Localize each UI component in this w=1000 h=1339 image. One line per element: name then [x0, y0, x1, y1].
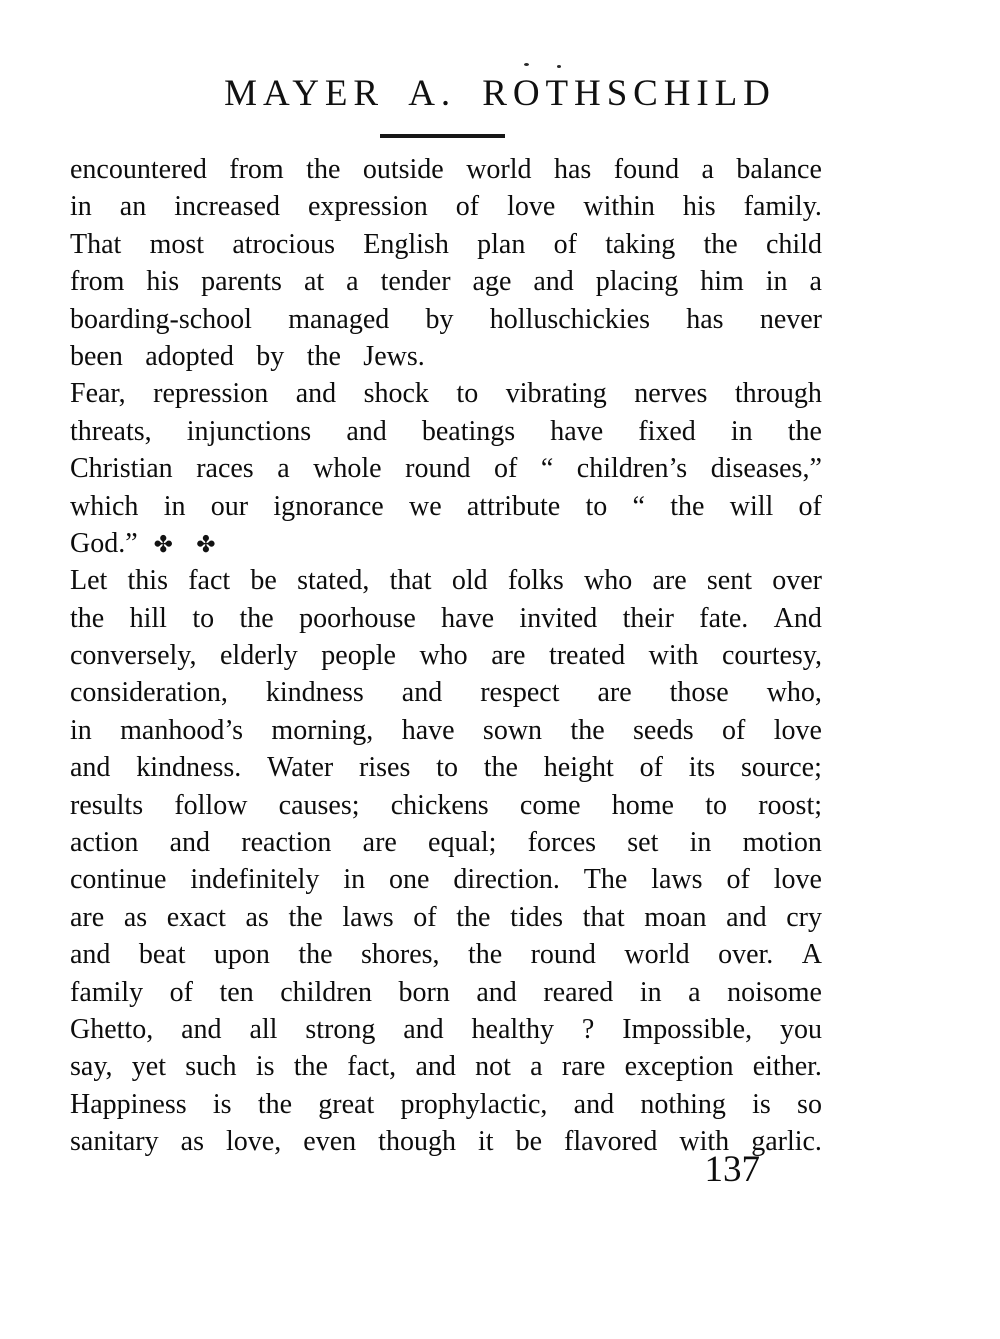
word: reaction — [241, 827, 332, 859]
word: atrocious — [232, 228, 335, 260]
word: are — [362, 827, 397, 859]
word: beat — [138, 939, 186, 971]
word: in — [343, 864, 366, 896]
text-line — [70, 712, 822, 749]
word: poorhouse — [299, 602, 416, 634]
word: the — [703, 228, 738, 260]
word: his — [146, 266, 180, 298]
word: that — [582, 901, 625, 933]
word: come — [519, 789, 581, 821]
text-run: been adopted by the Jews. — [70, 340, 425, 372]
word: manhood’s — [120, 714, 244, 746]
word: nerves — [634, 378, 708, 410]
word: of — [798, 490, 822, 522]
word: expression — [307, 191, 428, 223]
word: the — [306, 154, 341, 185]
word: ? — [581, 1013, 595, 1045]
word: roost; — [758, 789, 822, 821]
word: so — [797, 1088, 822, 1120]
word: the — [670, 490, 705, 522]
word: its — [688, 752, 716, 784]
scan-speck — [524, 63, 529, 66]
word: treated — [548, 640, 626, 672]
word: the — [456, 901, 491, 933]
word: shores, — [360, 939, 440, 971]
word: those — [669, 677, 729, 709]
word: indefinitely — [190, 864, 320, 896]
word: cry — [786, 901, 822, 933]
text-line — [70, 188, 822, 225]
word: as — [245, 901, 269, 933]
word: though — [378, 1126, 456, 1158]
word: have — [441, 602, 495, 634]
text-line — [70, 1048, 822, 1085]
word: to — [585, 490, 608, 522]
word: noisome — [727, 976, 822, 1008]
word: home — [611, 789, 674, 821]
word: the — [298, 939, 333, 971]
word: such — [185, 1051, 237, 1083]
word: in — [163, 490, 186, 522]
word: and — [346, 415, 387, 447]
word: motion — [742, 827, 822, 859]
word: round — [530, 939, 596, 971]
word: morning, — [271, 714, 374, 746]
word: placing — [595, 266, 679, 298]
word: world — [624, 939, 690, 971]
word: Fear, — [70, 378, 126, 410]
word: great — [318, 1088, 375, 1120]
word: the — [570, 714, 605, 746]
word: his — [682, 191, 716, 223]
word: the — [257, 1088, 293, 1120]
word: is — [752, 1088, 771, 1120]
word: direction. — [453, 864, 560, 896]
word: fate. — [699, 602, 749, 634]
word: invited — [519, 602, 598, 634]
word: over. — [718, 939, 774, 971]
text-line — [70, 600, 822, 637]
word: injunctions — [186, 415, 312, 447]
scan-speck — [557, 65, 561, 68]
word: over — [772, 565, 822, 597]
word: in — [639, 976, 662, 1008]
word: vibrating — [505, 378, 607, 410]
word: And — [773, 602, 822, 634]
word: love — [773, 864, 822, 896]
word: our — [210, 490, 249, 522]
text-line — [70, 824, 822, 861]
word: children — [280, 976, 372, 1008]
word: causes; — [278, 789, 360, 821]
word: races — [196, 453, 254, 485]
word: in — [689, 827, 712, 859]
word: which — [70, 490, 139, 522]
word: be — [250, 565, 277, 597]
word: are — [597, 677, 632, 709]
word: nothing — [640, 1088, 726, 1120]
page-title: MAYER A. ROTHSCHILD — [224, 73, 776, 114]
word: tides — [510, 901, 564, 933]
word: him — [700, 266, 744, 298]
word: sanitary — [70, 1126, 159, 1158]
word: who — [584, 565, 633, 597]
word: have — [401, 714, 455, 746]
word: fact — [188, 565, 231, 597]
word: and — [181, 1013, 222, 1045]
body-text — [70, 151, 822, 1161]
word: love, — [226, 1126, 282, 1158]
word: managed — [288, 303, 390, 335]
word: prophylactic, — [400, 1088, 548, 1120]
word: consideration, — [70, 677, 228, 709]
text-line — [70, 637, 822, 674]
word: people — [321, 640, 396, 672]
word: and — [726, 901, 767, 933]
word: boarding-school — [70, 303, 252, 335]
title-rule — [380, 134, 505, 138]
word: never — [759, 303, 822, 335]
word: Impossible, — [622, 1013, 753, 1045]
text-line — [70, 375, 822, 412]
word: have — [550, 415, 604, 447]
word: parents — [201, 266, 282, 298]
word: is — [212, 1088, 232, 1120]
word: will — [729, 490, 774, 522]
word: this — [127, 565, 168, 597]
word: exception — [624, 1051, 734, 1083]
word: at — [303, 266, 325, 298]
word: the — [70, 602, 105, 634]
word: family — [70, 976, 144, 1008]
word: be — [515, 1126, 543, 1158]
fleuron-icon: ✤ ✤ — [153, 531, 224, 558]
word: balance — [736, 154, 822, 185]
word: and — [169, 827, 211, 859]
word: it — [477, 1126, 494, 1158]
word: and — [476, 976, 517, 1008]
word: from — [70, 266, 125, 298]
word: respect — [480, 677, 560, 709]
word: English — [363, 228, 449, 260]
word: “ — [632, 490, 645, 522]
word: love — [773, 714, 822, 746]
word: their — [622, 602, 674, 634]
word: conversely, — [70, 640, 197, 672]
word: and — [70, 752, 111, 784]
word: of — [722, 714, 746, 746]
word: we — [409, 490, 442, 522]
word: That — [70, 228, 122, 260]
word: taking — [605, 228, 676, 260]
word: and — [573, 1088, 615, 1120]
word: shock — [363, 378, 429, 410]
word: is — [255, 1051, 275, 1083]
text-line — [70, 787, 822, 824]
text-line — [70, 1011, 822, 1048]
word: sown — [482, 714, 543, 746]
word: of — [413, 901, 437, 933]
word: a — [346, 266, 359, 298]
word: attribute — [466, 490, 561, 522]
word: of — [169, 976, 193, 1008]
word: The — [583, 864, 628, 896]
text-line — [70, 1086, 822, 1123]
word: a — [277, 453, 290, 485]
word: who — [419, 640, 468, 672]
text-line — [70, 861, 822, 898]
word: yet — [131, 1051, 166, 1083]
word: round — [405, 453, 471, 485]
word: laws — [342, 901, 394, 933]
word: an — [119, 191, 147, 223]
word: repression — [153, 378, 269, 410]
text-run: God.” — [70, 527, 138, 559]
word: Ghetto, — [70, 1013, 154, 1045]
word: of — [455, 191, 480, 223]
text-line — [70, 263, 822, 300]
word: beatings — [421, 415, 516, 447]
word: old — [451, 565, 488, 597]
word: within — [583, 191, 655, 223]
text-line — [70, 674, 822, 711]
word: folks — [507, 565, 564, 597]
text-line — [70, 301, 822, 338]
word: equal; — [428, 827, 497, 859]
word: all — [249, 1013, 278, 1045]
word: and — [70, 939, 111, 971]
word: as — [180, 1126, 204, 1158]
word: fixed — [638, 415, 696, 447]
word: source; — [741, 752, 822, 784]
word: to — [192, 602, 215, 634]
word: are — [652, 565, 687, 597]
word: with — [648, 640, 699, 672]
word: set — [627, 827, 659, 859]
word: in — [70, 191, 92, 223]
word: to — [705, 789, 727, 821]
word: found — [613, 154, 680, 185]
word: the — [239, 602, 274, 634]
word: either. — [752, 1051, 822, 1083]
word: to — [436, 752, 458, 784]
word: child — [766, 228, 822, 260]
text-line — [70, 413, 822, 450]
word: to — [456, 378, 479, 410]
word: healthy — [471, 1013, 554, 1045]
word: height — [543, 752, 614, 784]
word: whole — [313, 453, 382, 485]
word: Happiness — [70, 1088, 187, 1120]
word: as — [123, 901, 148, 933]
word: has — [553, 154, 592, 185]
text-line — [70, 749, 822, 786]
word: of — [639, 752, 663, 784]
word: and — [415, 1051, 456, 1083]
word: outside — [362, 154, 444, 185]
word: the — [467, 939, 503, 971]
word: tender — [380, 266, 451, 298]
text-line — [70, 974, 822, 1011]
word: with — [679, 1126, 730, 1158]
word: Christian — [70, 453, 173, 485]
word: ten — [219, 976, 254, 1008]
word: laws — [651, 864, 703, 896]
text-line — [70, 936, 822, 973]
word: follow — [174, 789, 248, 821]
text-line — [70, 226, 822, 263]
word: you — [779, 1013, 822, 1045]
word: the — [293, 1051, 328, 1083]
word: most — [149, 228, 205, 260]
text-line — [70, 899, 822, 936]
word: kindness. — [136, 752, 242, 784]
word: rare — [561, 1051, 606, 1083]
word: are — [70, 901, 105, 933]
text-line — [70, 151, 822, 188]
word: has — [686, 303, 724, 335]
word: strong — [305, 1013, 376, 1045]
word: garlic. — [751, 1126, 822, 1158]
word: increased — [174, 191, 280, 223]
word: rises — [359, 752, 411, 784]
word: the — [288, 901, 323, 933]
word: “ — [540, 453, 554, 485]
text-line — [70, 338, 822, 375]
word: and — [295, 378, 337, 410]
word: a — [809, 266, 822, 298]
word: a — [530, 1051, 543, 1083]
word: sent — [706, 565, 752, 597]
word: in — [765, 266, 788, 298]
word: that — [389, 565, 432, 597]
word: kindness — [265, 677, 364, 709]
word: chickens — [390, 789, 489, 821]
word: in — [70, 714, 92, 746]
word: Let — [70, 565, 108, 597]
word: world — [466, 154, 532, 185]
word: age — [472, 266, 512, 298]
word: threats, — [70, 415, 152, 447]
word: of — [553, 228, 577, 260]
word: exact — [166, 901, 226, 933]
word: and — [403, 1013, 444, 1045]
word: upon — [213, 939, 270, 971]
word: the — [787, 415, 822, 447]
word: action — [70, 827, 139, 859]
word: family. — [743, 191, 822, 223]
text-line — [70, 525, 822, 562]
word: diseases,” — [710, 453, 822, 485]
word: in — [730, 415, 753, 447]
word: who, — [766, 677, 822, 709]
word: forces — [527, 827, 597, 859]
word: a — [688, 976, 701, 1008]
word: encountered — [70, 154, 207, 185]
word: and — [401, 677, 443, 709]
word: moan — [644, 901, 707, 933]
word: A — [801, 939, 822, 971]
word: flavored — [564, 1126, 658, 1158]
text-line — [70, 488, 822, 525]
word: a — [701, 154, 714, 185]
word: of — [726, 864, 750, 896]
word: even — [303, 1126, 357, 1158]
word: and — [533, 266, 574, 298]
word: not — [475, 1051, 511, 1083]
word: by — [425, 303, 454, 335]
word: of — [493, 453, 518, 485]
text-line — [70, 450, 822, 487]
word: plan — [477, 228, 526, 260]
word: born — [398, 976, 450, 1008]
word: say, — [70, 1051, 113, 1083]
word: continue — [70, 864, 167, 896]
word: from — [229, 154, 284, 185]
word: courtesy, — [721, 640, 822, 672]
word: holluschickies — [489, 303, 650, 335]
word: results — [70, 789, 144, 821]
word: stated, — [297, 565, 370, 597]
word: elderly — [220, 640, 298, 672]
word: reared — [543, 976, 614, 1008]
word: hill — [129, 602, 167, 634]
word: love — [507, 191, 556, 223]
word: ignorance — [273, 490, 384, 522]
page-number: 137 — [704, 1149, 760, 1190]
word: the — [483, 752, 518, 784]
word: children’s — [576, 453, 688, 485]
word: fact, — [347, 1051, 397, 1083]
word: are — [491, 640, 526, 672]
word: through — [734, 378, 822, 410]
word: Water — [267, 752, 334, 784]
word: seeds — [633, 714, 694, 746]
word: one — [389, 864, 430, 896]
text-line — [70, 562, 822, 599]
